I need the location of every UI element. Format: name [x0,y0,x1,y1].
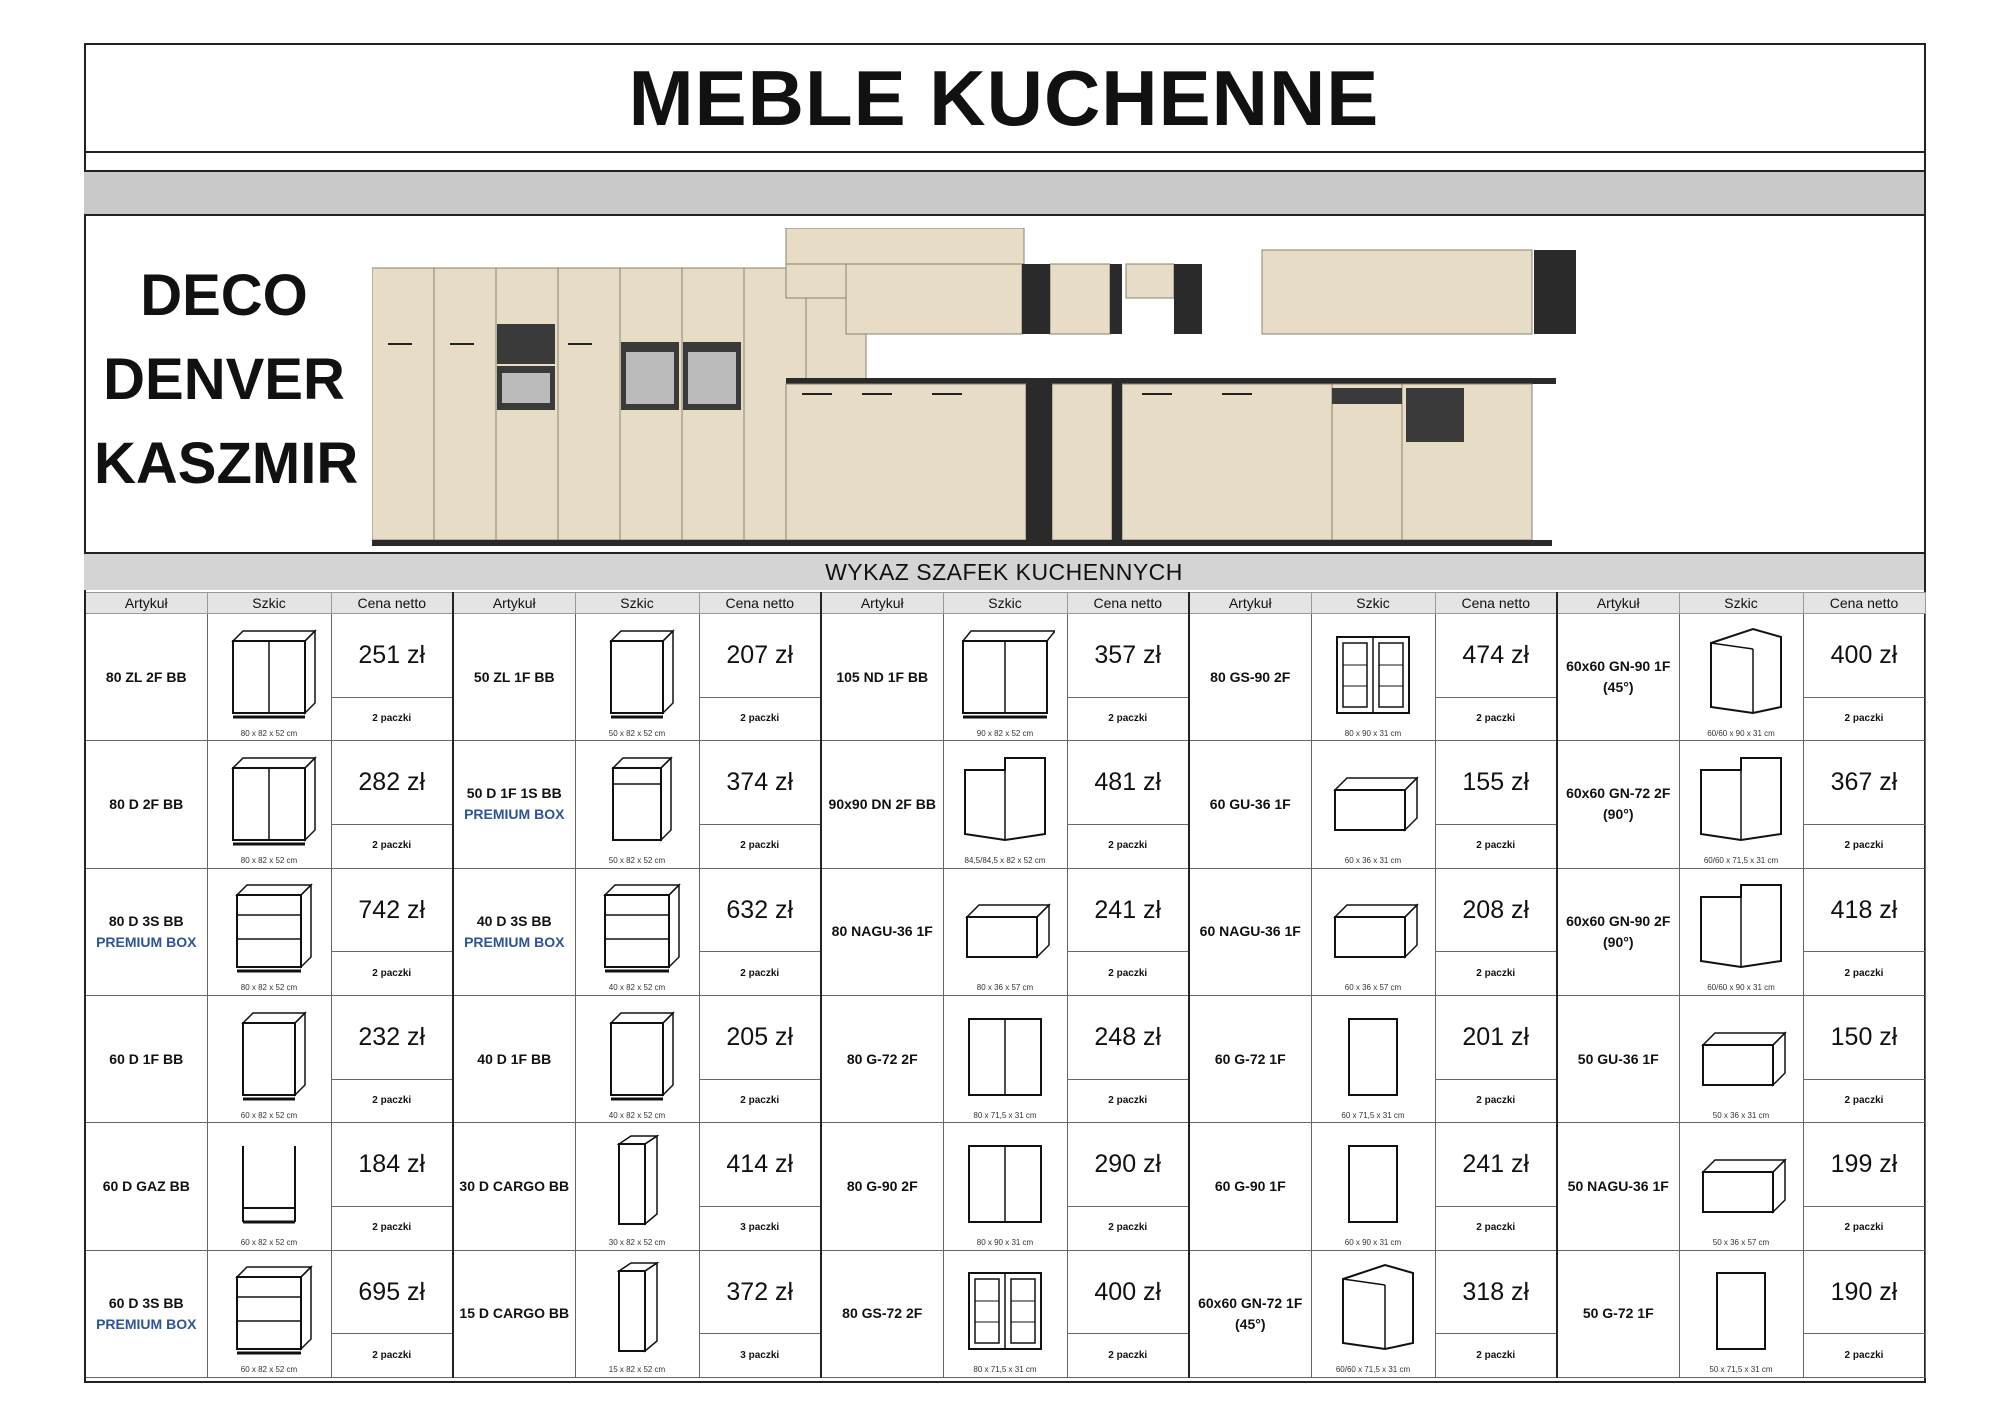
sketch-cell [1311,868,1435,995]
oven-housing-icon [219,1132,319,1232]
dimensions-label: 40 x 82 x 52 cm [608,983,666,993]
price-cell [1435,741,1557,868]
sketch-cell [943,995,1067,1122]
packages-count: 2 paczki [740,713,780,725]
door-drawer-icon [587,750,687,850]
packages-count: 2 paczki [1476,1095,1516,1107]
dimensions-label: 80 x 90 x 31 cm [1344,728,1402,738]
packages-count: 2 paczki [1108,967,1148,979]
price-value: 742 zł [332,869,453,952]
article-cell [453,614,575,741]
article-cell [1557,868,1679,995]
article-cell [85,868,207,995]
dimensions-label: 50 x 36 x 31 cm [1712,1110,1770,1120]
premium-box-label: PREMIUM BOX [464,933,565,950]
dimensions-label: 80 x 90 x 31 cm [976,1237,1034,1247]
article-name: 80 NAGU-36 1F [831,923,933,940]
article-name: 60 D 3S BB [108,1294,184,1311]
sketch-cell [1311,995,1435,1122]
kitchen-illustration [372,228,1920,546]
price-value: 199 zł [1804,1124,1925,1207]
angled-corner-icon [1691,623,1791,723]
table-row [85,995,1925,1122]
article-cell [85,614,207,741]
price-cell [331,995,453,1122]
sketch-cell [943,1250,1067,1377]
packages-count: 2 paczki [1476,1349,1516,1361]
countertop [786,378,1556,384]
dimensions-label: 60 x 90 x 31 cm [1344,1237,1402,1247]
article-cell [85,1123,207,1250]
dimensions-label: 84,5/84,5 x 82 x 52 cm [964,855,1046,865]
dimensions-label: 50 x 82 x 52 cm [608,855,666,865]
corner-base-icon [955,623,1055,723]
price-value: 207 zł [700,615,821,698]
price-cell [331,1123,453,1250]
table-row [85,868,1925,995]
article-name: 15 D CARGO BB [459,1305,570,1322]
article-name: 80 D 3S BB [108,912,184,929]
dimensions-label: 80 x 82 x 52 cm [240,855,298,865]
cargo-icon [587,1132,687,1232]
article-cell [1189,1123,1311,1250]
article-cell [453,1250,575,1377]
article-cell [453,741,575,868]
base-1door-icon [587,623,687,723]
plinth [372,540,1552,546]
column-header-price: Cena netto [1803,593,1925,614]
packages-count: 2 paczki [1476,1222,1516,1234]
packages-count: 2 paczki [1476,967,1516,979]
article-cell [453,995,575,1122]
price-value: 290 zł [1068,1124,1189,1207]
article-cell [1557,1250,1679,1377]
price-cell [1067,614,1189,741]
sketch-cell [575,995,699,1122]
price-cell [1067,1123,1189,1250]
packages-count: 2 paczki [372,1095,412,1107]
article-cell [1189,1250,1311,1377]
article-cell [821,614,943,741]
column-header-article: Artykuł [453,593,575,614]
price-cell [331,1250,453,1377]
sketch-cell [207,868,331,995]
price-cell [331,868,453,995]
sketch-cell [1679,614,1803,741]
column-header-sketch: Szkic [207,593,331,614]
sketch-cell [575,868,699,995]
brand-line-3: KASZMIR [94,431,359,496]
flat-wall-icon [1323,750,1423,850]
title-row [84,45,1924,153]
dimensions-label: 80 x 36 x 57 cm [976,983,1034,993]
packages-count: 2 paczki [1844,1095,1884,1107]
article-cell [821,995,943,1122]
section-title-bar [84,552,1924,590]
article-name: 60 GU-36 1F [1209,795,1291,812]
article-name: 40 D 1F BB [477,1050,552,1067]
article-name: 80 ZL 2F BB [105,668,187,685]
article-name: 60x60 GN-72 2F (90°) [1566,785,1671,823]
article-cell [1189,868,1311,995]
packages-count: 2 paczki [372,713,412,725]
drawers-icon [219,1259,319,1359]
dimensions-label: 60/60 x 90 x 31 cm [1707,983,1775,993]
glass-wall-icon [1323,623,1423,723]
article-name: 80 GS-90 2F [1210,668,1291,685]
section-title: WYKAZ SZAFEK KUCHENNYCH [825,558,1183,585]
price-value: 481 zł [1068,742,1189,825]
packages-count: 2 paczki [1844,713,1884,725]
sketch-cell [1679,1123,1803,1250]
column-header-sketch: Szkic [1311,593,1435,614]
packages-count: 2 paczki [1108,1095,1148,1107]
price-cell [1435,614,1557,741]
sketch-cell [1679,868,1803,995]
price-cell [1803,868,1925,995]
column-header-article: Artykuł [85,593,207,614]
article-name: 80 G-90 2F [846,1177,918,1194]
price-cell [1435,1250,1557,1377]
sketch-cell [575,614,699,741]
price-value: 400 zł [1068,1251,1189,1334]
dimensions-label: 60 x 82 x 52 cm [240,1110,298,1120]
angled-corner-icon [1323,1259,1423,1359]
packages-count: 3 paczki [740,1349,780,1361]
article-cell [821,1123,943,1250]
page-title: MEBLE KUCHENNE [628,53,1380,142]
article-name: 60 D 1F BB [109,1050,184,1067]
cabinet-table [84,592,1926,1378]
column-header-article: Artykuł [821,593,943,614]
packages-count: 2 paczki [1844,1349,1884,1361]
packages-count: 2 paczki [740,967,780,979]
article-cell [85,995,207,1122]
price-cell [1067,1250,1189,1377]
price-cell [331,741,453,868]
article-cell [1557,995,1679,1122]
price-cell [1803,1123,1925,1250]
sketch-cell [1311,1123,1435,1250]
price-cell [699,1250,821,1377]
table-row [85,1250,1925,1377]
premium-box-label: PREMIUM BOX [96,933,197,950]
l-corner-icon [1691,750,1791,850]
sketch-cell [207,1123,331,1250]
article-name: 50 G-72 1F [1582,1305,1654,1322]
dimensions-label: 60/60 x 71,5 x 31 cm [1703,855,1779,865]
sketch-cell [1679,995,1803,1122]
article-name: 50 ZL 1F BB [473,668,555,685]
packages-count: 2 paczki [1476,713,1516,725]
packages-count: 2 paczki [740,840,780,852]
price-value: 248 zł [1068,997,1189,1080]
price-cell [1803,1250,1925,1377]
article-name: 80 G-72 2F [846,1050,918,1067]
column-header-price: Cena netto [699,593,821,614]
article-name: 60 NAGU-36 1F [1199,923,1301,940]
base-2door-icon [219,750,319,850]
packages-count: 3 paczki [740,1222,780,1234]
dimensions-label: 50 x 82 x 52 cm [608,728,666,738]
article-cell [453,868,575,995]
price-value: 400 zł [1804,615,1925,698]
packages-count: 2 paczki [1844,1222,1884,1234]
article-cell [1189,741,1311,868]
article-name: 105 ND 1F BB [836,668,929,685]
brand-block [94,254,359,506]
packages-count: 2 paczki [740,1095,780,1107]
base-1door-icon [219,1005,319,1105]
dimensions-label: 80 x 71,5 x 31 cm [973,1365,1037,1375]
packages-count: 2 paczki [372,1222,412,1234]
packages-count: 2 paczki [1844,840,1884,852]
wall-1door-icon [1691,1259,1791,1359]
article-name: 60 G-72 1F [1214,1050,1286,1067]
article-cell [1557,1123,1679,1250]
price-cell [699,741,821,868]
article-name: 60 D GAZ BB [102,1177,190,1194]
dimensions-label: 60 x 82 x 52 cm [240,1365,298,1375]
dimensions-label: 60/60 x 90 x 31 cm [1707,728,1775,738]
dimensions-label: 60 x 82 x 52 cm [240,1237,298,1247]
drawers-icon [587,877,687,977]
price-cell [1067,995,1189,1122]
upper-units [786,228,1532,334]
sketch-cell [1679,1250,1803,1377]
packages-count: 2 paczki [1108,713,1148,725]
dimensions-label: 40 x 82 x 52 cm [608,1110,666,1120]
sketch-cell [207,995,331,1122]
flat-wall-icon [1691,1132,1791,1232]
price-value: 282 zł [332,742,453,825]
flat-wall-icon [1691,1005,1791,1105]
price-cell [1067,868,1189,995]
packages-count: 2 paczki [372,840,412,852]
table-row [85,741,1925,868]
sketch-cell [207,741,331,868]
sketch-cell [207,614,331,741]
table-header-row [85,593,1925,614]
packages-count: 2 paczki [372,1349,412,1361]
dimensions-label: 60 x 36 x 31 cm [1344,855,1402,865]
price-value: 241 zł [1436,1124,1557,1207]
sketch-cell [943,868,1067,995]
column-header-price: Cena netto [1435,593,1557,614]
article-cell [85,1250,207,1377]
price-cell [1435,868,1557,995]
dimensions-label: 50 x 36 x 57 cm [1712,1237,1770,1247]
sketch-cell [1311,1250,1435,1377]
sketch-cell [1311,614,1435,741]
wall-1door-icon [1323,1005,1423,1105]
drawers-icon [219,877,319,977]
sketch-cell [575,1123,699,1250]
price-cell [699,868,821,995]
flat-wall-icon [955,877,1055,977]
price-cell [699,1123,821,1250]
article-name: 50 GU-36 1F [1577,1050,1659,1067]
article-cell [1557,614,1679,741]
article-cell [453,1123,575,1250]
packages-count: 2 paczki [1108,840,1148,852]
column-header-price: Cena netto [1067,593,1189,614]
wall-2door-icon [955,1132,1055,1232]
base-1door-icon [587,1005,687,1105]
dimensions-label: 80 x 82 x 52 cm [240,983,298,993]
dimensions-label: 80 x 71,5 x 31 cm [973,1110,1037,1120]
price-value: 414 zł [700,1124,821,1207]
price-value: 150 zł [1804,997,1925,1080]
price-value: 232 zł [332,997,453,1080]
price-value: 190 zł [1804,1251,1925,1334]
packages-count: 2 paczki [372,967,412,979]
article-name: 60x60 GN-90 1F (45°) [1566,658,1671,696]
article-name: 80 D 2F BB [109,795,184,812]
sketch-cell [943,741,1067,868]
packages-count: 2 paczki [1108,1222,1148,1234]
price-value: 208 zł [1436,869,1557,952]
article-cell [821,868,943,995]
cargo-icon [587,1259,687,1359]
article-name: 90x90 DN 2F BB [828,795,936,812]
column-header-price: Cena netto [331,593,453,614]
article-name: 60 G-90 1F [1214,1177,1286,1194]
price-value: 155 zł [1436,742,1557,825]
sketch-cell [575,741,699,868]
column-header-sketch: Szkic [575,593,699,614]
flat-wall-icon [1323,877,1423,977]
price-value: 205 zł [700,997,821,1080]
dimensions-label: 50 x 71,5 x 31 cm [1709,1365,1773,1375]
price-value: 251 zł [332,615,453,698]
hero-section [84,214,1924,552]
wall-1door-icon [1323,1132,1423,1232]
sketch-cell [575,1250,699,1377]
article-cell [1557,741,1679,868]
dimensions-label: 60 x 71,5 x 31 cm [1341,1110,1405,1120]
dimensions-label: 90 x 82 x 52 cm [976,728,1034,738]
table-row [85,614,1925,741]
sketch-cell [1679,741,1803,868]
price-value: 184 zł [332,1124,453,1207]
price-value: 201 zł [1436,997,1557,1080]
column-header-article: Artykuł [1557,593,1679,614]
article-cell [821,741,943,868]
price-value: 418 zł [1804,869,1925,952]
dimensions-label: 60 x 36 x 57 cm [1344,983,1402,993]
l-corner-icon [1691,877,1791,977]
table-row [85,1123,1925,1250]
price-cell [699,995,821,1122]
sketch-cell [943,614,1067,741]
article-cell [821,1250,943,1377]
price-cell [1435,995,1557,1122]
brand-line-2: DENVER [103,347,345,412]
article-cell [85,741,207,868]
article-name: 60x60 GN-72 1F (45°) [1198,1294,1303,1332]
wall-2door-icon [955,1005,1055,1105]
premium-box-label: PREMIUM BOX [464,806,565,823]
price-cell [1803,995,1925,1122]
base-2door-icon [219,623,319,723]
premium-box-label: PREMIUM BOX [96,1315,197,1332]
sketch-cell [943,1123,1067,1250]
l-corner-icon [955,750,1055,850]
sketch-cell [1311,741,1435,868]
dimensions-label: 30 x 82 x 52 cm [608,1237,666,1247]
dimensions-label: 15 x 82 x 52 cm [608,1365,666,1375]
price-cell [331,614,453,741]
price-value: 695 zł [332,1251,453,1334]
packages-count: 2 paczki [1108,1349,1148,1361]
sketch-cell [207,1250,331,1377]
price-cell [699,614,821,741]
column-header-sketch: Szkic [1679,593,1803,614]
price-value: 357 zł [1068,615,1189,698]
article-name: 80 GS-72 2F [842,1305,923,1322]
packages-count: 2 paczki [1844,967,1884,979]
price-value: 372 zł [700,1251,821,1334]
glass-wall-icon [955,1259,1055,1359]
grey-separator [84,170,1924,216]
price-cell [1803,614,1925,741]
article-name: 50 D 1F 1S BB [466,785,562,802]
price-cell [1803,741,1925,868]
column-header-sketch: Szkic [943,593,1067,614]
price-value: 632 zł [700,869,821,952]
price-value: 318 zł [1436,1251,1557,1334]
column-header-article: Artykuł [1189,593,1311,614]
article-cell [1189,995,1311,1122]
dimensions-label: 80 x 82 x 52 cm [240,728,298,738]
price-value: 241 zł [1068,869,1189,952]
price-value: 367 zł [1804,742,1925,825]
price-value: 474 zł [1436,615,1557,698]
article-cell [1189,614,1311,741]
article-name: 30 D CARGO BB [459,1177,570,1194]
price-cell [1435,1123,1557,1250]
price-cell [1067,741,1189,868]
brand-line-1: DECO [140,263,308,328]
price-value: 374 zł [700,742,821,825]
article-name: 50 NAGU-36 1F [1567,1177,1669,1194]
dimensions-label: 60/60 x 71,5 x 31 cm [1335,1365,1411,1375]
article-name: 60x60 GN-90 2F (90°) [1566,912,1671,950]
article-name: 40 D 3S BB [476,912,552,929]
packages-count: 2 paczki [1476,840,1516,852]
